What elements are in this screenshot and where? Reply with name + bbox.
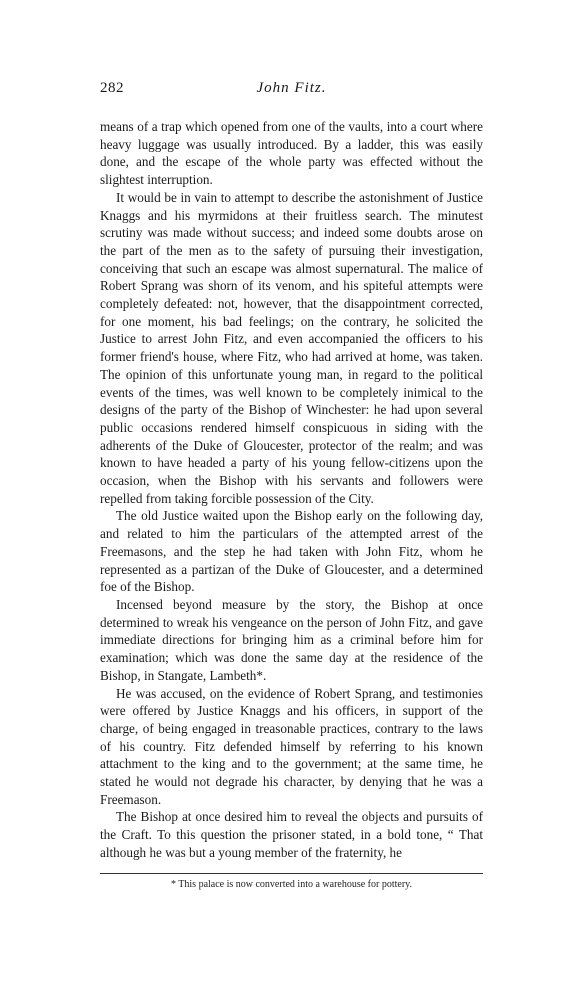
paragraph: He was accused, on the evidence of Robert Sprang, and testimonies were offered by Justice Knaggs and his officers, in support of the charge, of being engaged in treasonable practices, contrary to the laws of his country. Fitz defended himself by referring to his known attachment to the king and to the government; at the same time, he stated he would not degrade his character, by denying that he was a Freemason. — [100, 685, 483, 807]
page-number: 282 — [100, 80, 124, 96]
book-page — [100, 0, 483, 1002]
footnote: * This palace is now converted into a warehouse for pottery. — [170, 879, 413, 890]
paragraph: The Bishop at once desired him to reveal the objects and pursuits of the Craft. To this question the prisoner stated, in a bold tone, “ That although he was but a young member of the fraternity, he — [100, 809, 483, 860]
paragraph: The old Justice waited upon the Bishop early on the following day, and related to him the particulars of the attempted arrest of the Freemasons, and the step he had taken with John Fitz, whom he represented as a partizan of the Duke of Gloucester, and a determined foe of the Bishop. — [100, 508, 483, 595]
page-header — [100, 80, 483, 100]
body-text — [100, 118, 483, 862]
paragraph: Incensed beyond measure by the story, the Bishop at once determined to wreak his vengeance on the person of John Fitz, and gave immediate directions for bringing him as a criminal before him for examination; which was done the same day at the residence of the Bishop, in Stangate, Lambeth*. — [100, 596, 483, 683]
running-title: John Fitz. — [256, 80, 327, 96]
footnote-rule — [100, 873, 483, 874]
paragraph-continued: means of a trap which opened from one of the vaults, into a court where heavy luggage was usually introduced. By a ladder, this was easily done, and the escape of the whole party was effected without the slightest interruption. — [100, 119, 483, 188]
paragraph: It would be in vain to attempt to describe the astonishment of Justice Knaggs and his myrmidons at their fruitless search. The minutest scrutiny was made without success; and indeed some doubts arose on the part of the men as to the safety of pursuing their investigation, conceiving that such an escape was almost supernatural. The malice of Robert Sprang was shorn of its venom, and his spiteful attempts were completely defeated: not, however, that the disappointment corrected, for one moment, his bad feelings; on the contrary, he solicited the Justice to arrest John Fitz, and even accompanied the officers to his former friend's house, where Fitz, who had arrived at home, was taken. The opinion of this unfortunate young man, in regard to the political events of the times, was well known to be completely inimical to the designs of the party of the Bishop of Winchester: he had upon several public occasions rendered himself conspicuous in siding with the adherents of the Duke of Gloucester, protector of the realm; and was known to have headed a party of his young fellow-citizens upon the occasion, when the Bishop with his servants and followers were repelled from taking forcible possession of the City. — [100, 189, 483, 506]
